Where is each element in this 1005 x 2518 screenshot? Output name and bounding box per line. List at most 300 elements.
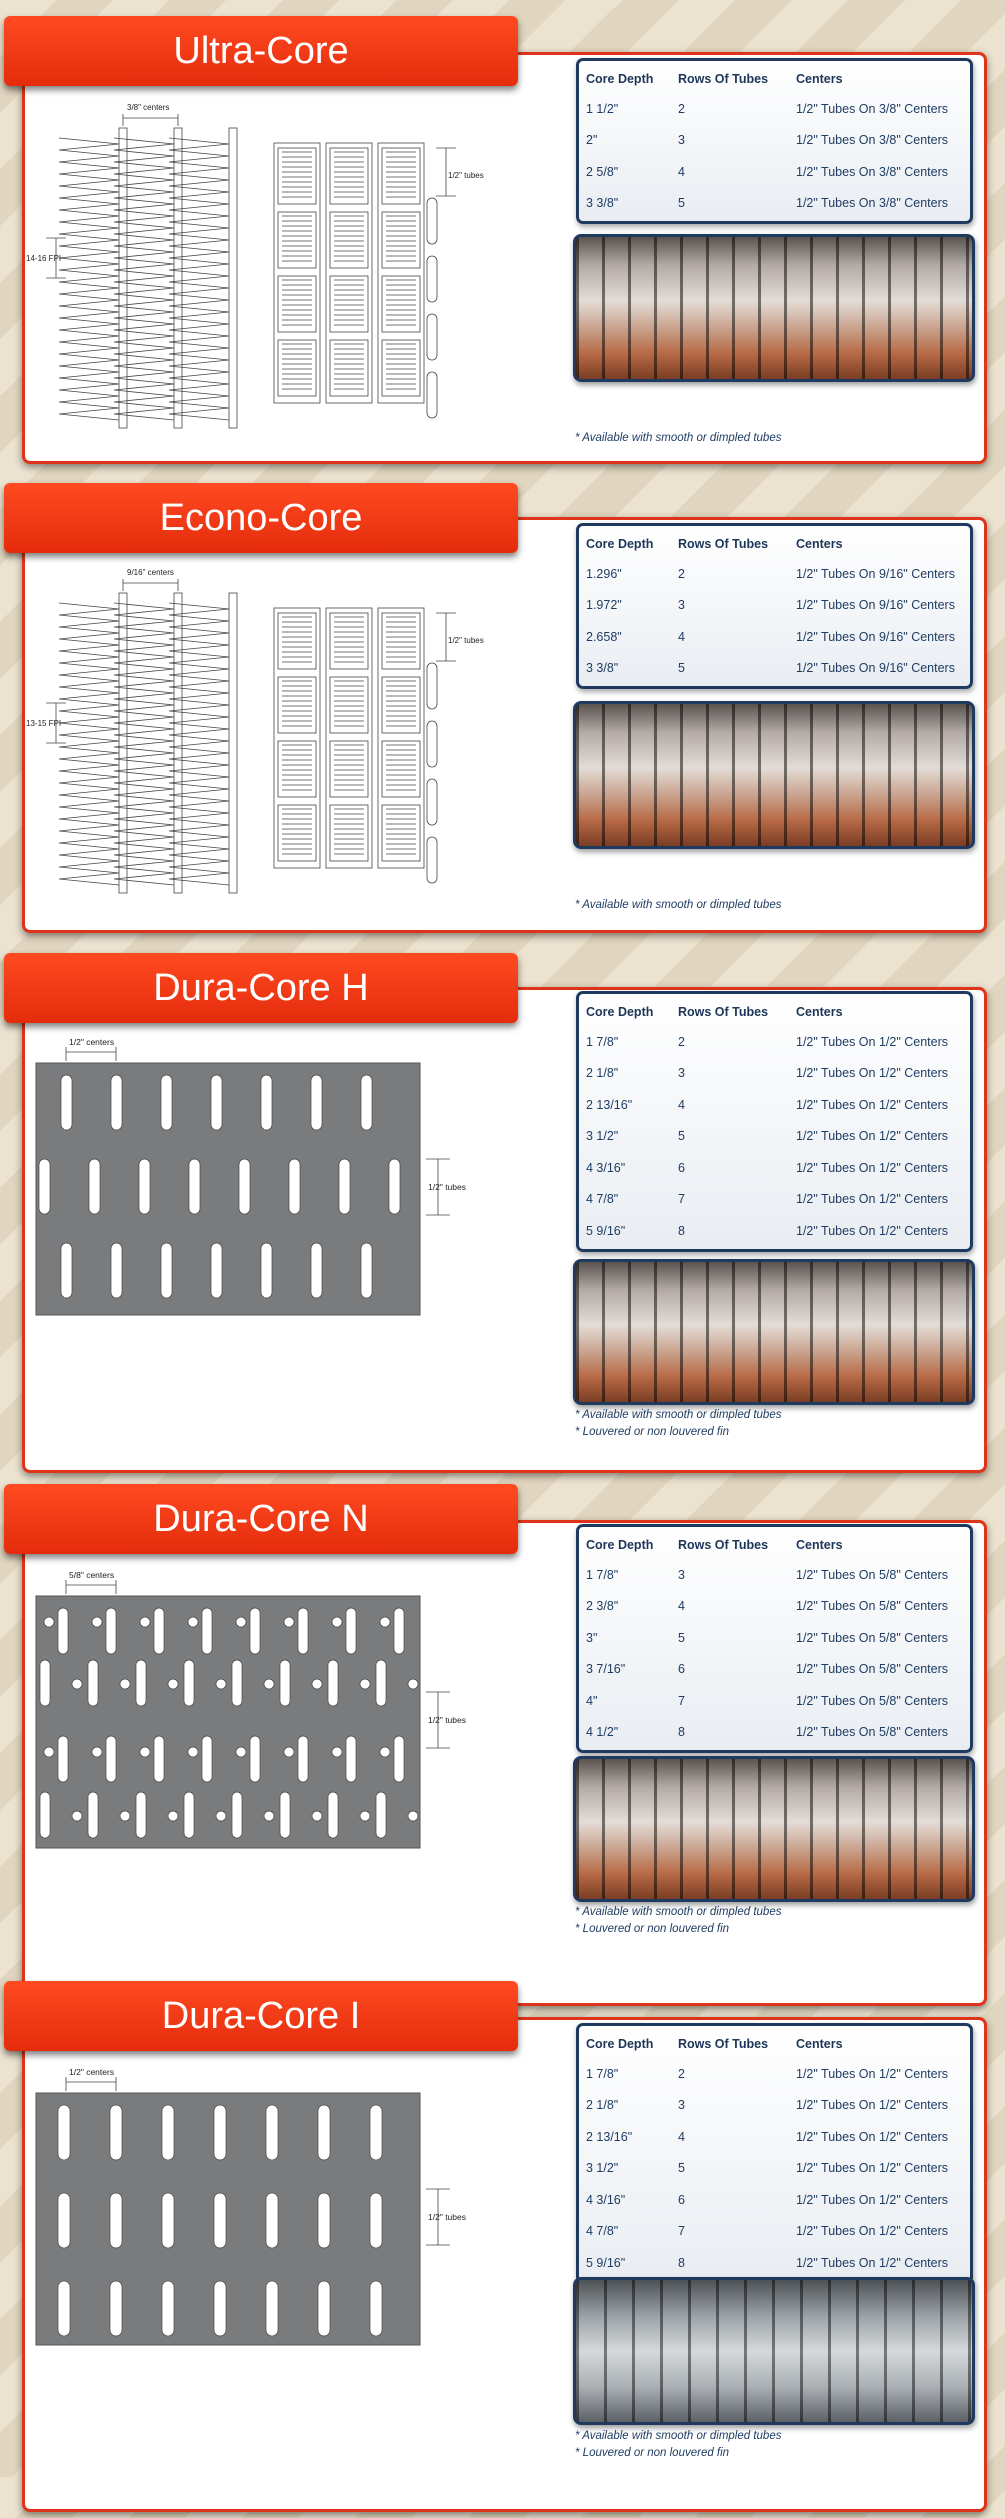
section-title-banner: Ultra-Core xyxy=(4,16,518,86)
availability-note: * Available with smooth or dimpled tubes xyxy=(575,432,782,444)
tube-slot xyxy=(214,2281,226,2336)
tube-slot xyxy=(162,2193,174,2248)
coil-photo xyxy=(573,701,975,849)
tube-slot xyxy=(361,1243,372,1298)
dimple xyxy=(216,1811,226,1821)
table-row xyxy=(585,2247,964,2279)
spec-header-row xyxy=(585,1531,964,1559)
availability-note: * Available with smooth or dimpled tubes xyxy=(575,1409,782,1421)
table-row xyxy=(585,1559,964,1591)
cell-centers: 1/2" Tubes On 1/2" Centers xyxy=(796,2129,949,2144)
spec-table xyxy=(576,1524,973,1753)
table-row xyxy=(585,2121,964,2153)
tube-slot xyxy=(139,1159,150,1214)
header-rows-of-tubes: Rows Of Tubes xyxy=(678,1005,769,1019)
header-rows-of-tubes: Rows Of Tubes xyxy=(678,72,769,86)
header-centers: Centers xyxy=(796,72,843,86)
centers-label: 9/16" centers xyxy=(127,568,174,577)
dimple xyxy=(284,1617,294,1627)
core-diagram xyxy=(24,1033,474,1373)
cell-rows-of-tubes: 3 xyxy=(678,2098,685,2113)
cell-core-depth: 3 3/8" xyxy=(586,196,619,211)
tube-slot xyxy=(61,1075,72,1130)
fins-per-inch-label: 14-16 FPI xyxy=(26,254,62,263)
cell-core-depth: 3" xyxy=(586,1630,598,1645)
table-row xyxy=(585,558,964,590)
header-centers: Centers xyxy=(796,1005,843,1019)
section-dura-core-i xyxy=(0,1965,1005,2518)
tube-slot xyxy=(261,1243,272,1298)
cell-core-depth: 1.296" xyxy=(586,566,622,581)
dimple xyxy=(236,1747,246,1757)
core-diagram-svg xyxy=(24,98,484,438)
tube-slot xyxy=(298,1736,308,1782)
tube-slot xyxy=(40,1660,50,1706)
tube-slot xyxy=(106,1608,116,1654)
cell-rows-of-tubes: 3 xyxy=(678,1066,685,1081)
cell-centers: 1/2" Tubes On 3/8" Centers xyxy=(796,196,949,211)
tube-slot xyxy=(266,2281,278,2336)
tube-slot xyxy=(266,2105,278,2160)
tube-slot xyxy=(346,1608,356,1654)
tube-slot xyxy=(250,1608,260,1654)
table-row xyxy=(585,125,964,157)
tube-bar xyxy=(229,593,237,893)
dimple xyxy=(72,1811,82,1821)
cell-rows-of-tubes: 3 xyxy=(678,598,685,613)
tube-slot xyxy=(328,1660,338,1706)
tube-slot xyxy=(298,1608,308,1654)
cell-rows-of-tubes: 2 xyxy=(678,2066,685,2081)
dimple xyxy=(264,1679,274,1689)
tube-slot xyxy=(339,1159,350,1214)
spec-table xyxy=(576,58,973,224)
tube-slot xyxy=(162,2281,174,2336)
dimple xyxy=(188,1617,198,1627)
section-title-banner: Dura-Core N xyxy=(4,1484,518,1554)
tube-slot xyxy=(161,1075,172,1130)
core-diagram-svg xyxy=(24,2063,474,2403)
header-core-depth: Core Depth xyxy=(586,537,654,551)
spec-header-row xyxy=(585,530,964,558)
cell-core-depth: 2 13/16" xyxy=(586,1097,633,1112)
cell-centers: 1/2" Tubes On 9/16" Centers xyxy=(796,661,955,676)
spec-table-grid xyxy=(585,998,964,1247)
cell-centers: 1/2" Tubes On 9/16" Centers xyxy=(796,629,955,644)
centers-label: 5/8" centers xyxy=(69,1570,115,1580)
tube-slot xyxy=(111,1243,122,1298)
core-diagram xyxy=(24,98,484,438)
cell-rows-of-tubes: 6 xyxy=(678,2192,685,2207)
section-title-banner: Dura-Core H xyxy=(4,953,518,1023)
fin-pack-drawing xyxy=(274,143,456,418)
cell-centers: 1/2" Tubes On 1/2" Centers xyxy=(796,1066,949,1081)
cell-rows-of-tubes: 4 xyxy=(678,1097,685,1112)
table-row xyxy=(585,1654,964,1686)
dimple xyxy=(44,1747,54,1757)
dimple xyxy=(72,1679,82,1689)
tube-slot xyxy=(318,2193,330,2248)
cell-core-depth: 1 7/8" xyxy=(586,2066,619,2081)
cell-core-depth: 5 9/16" xyxy=(586,1223,626,1238)
fin-pack-drawing xyxy=(274,608,456,883)
spec-table xyxy=(576,2023,973,2284)
tube-slot xyxy=(280,1660,290,1706)
cell-centers: 1/2" Tubes On 5/8" Centers xyxy=(796,1693,949,1708)
dimple xyxy=(216,1679,226,1689)
core-diagram-svg xyxy=(24,1033,474,1373)
tube-slot xyxy=(189,1159,200,1214)
cell-rows-of-tubes: 7 xyxy=(678,1693,685,1708)
spec-table-grid xyxy=(585,2030,964,2279)
tube-slot xyxy=(239,1159,250,1214)
cell-core-depth: 4 1/2" xyxy=(586,1725,619,1740)
cell-rows-of-tubes: 8 xyxy=(678,1725,685,1740)
tubes-label: 1/2" tubes xyxy=(448,636,484,645)
cell-centers: 1/2" Tubes On 3/8" Centers xyxy=(796,133,949,148)
cell-rows-of-tubes: 7 xyxy=(678,2224,685,2239)
availability-note: * Available with smooth or dimpled tubes xyxy=(575,2430,782,2442)
cell-core-depth: 2" xyxy=(586,133,598,148)
dimple xyxy=(44,1617,54,1627)
tube-slot xyxy=(289,1159,300,1214)
core-diagram xyxy=(24,563,484,903)
cell-core-depth: 4 7/8" xyxy=(586,2224,619,2239)
tube-slot xyxy=(370,2281,382,2336)
fin-zigzag xyxy=(59,603,119,885)
tube-slot xyxy=(40,1792,50,1838)
centers-label: 3/8" centers xyxy=(127,103,170,112)
cell-centers: 1/2" Tubes On 5/8" Centers xyxy=(796,1599,949,1614)
cell-rows-of-tubes: 8 xyxy=(678,1223,685,1238)
cell-rows-of-tubes: 4 xyxy=(678,1599,685,1614)
dimple xyxy=(312,1679,322,1689)
core-diagram-svg xyxy=(24,563,484,903)
cell-rows-of-tubes: 3 xyxy=(678,133,685,148)
cell-centers: 1/2" Tubes On 3/8" Centers xyxy=(796,101,949,116)
cell-core-depth: 2 3/8" xyxy=(586,1599,619,1614)
tube-slot xyxy=(58,1608,68,1654)
dimple xyxy=(408,1811,418,1821)
dimple xyxy=(380,1747,390,1757)
spec-header-row xyxy=(585,65,964,93)
core-diagram-svg xyxy=(24,1566,474,1906)
tube-slot xyxy=(214,2105,226,2160)
cell-rows-of-tubes: 5 xyxy=(678,2161,685,2176)
tube-slot xyxy=(136,1792,146,1838)
cell-core-depth: 1.972" xyxy=(586,598,622,613)
core-diagram xyxy=(24,2063,474,2403)
dimple xyxy=(360,1811,370,1821)
coil-photo xyxy=(573,2277,975,2425)
cell-rows-of-tubes: 2 xyxy=(678,566,685,581)
cell-centers: 1/2" Tubes On 1/2" Centers xyxy=(796,1223,949,1238)
section-econo-core xyxy=(0,467,1005,939)
cell-rows-of-tubes: 3 xyxy=(678,1567,685,1582)
cell-core-depth: 1 7/8" xyxy=(586,1034,619,1049)
cell-centers: 1/2" Tubes On 1/2" Centers xyxy=(796,2098,949,2113)
header-rows-of-tubes: Rows Of Tubes xyxy=(678,1538,769,1552)
tube-slot xyxy=(311,1243,322,1298)
cell-centers: 1/2" Tubes On 9/16" Centers xyxy=(796,598,955,613)
table-row xyxy=(585,156,964,188)
availability-note: * Available with smooth or dimpled tubes xyxy=(575,1906,782,1918)
section-title-banner: Dura-Core I xyxy=(4,1981,518,2051)
table-row xyxy=(585,621,964,653)
tube-slot xyxy=(211,1243,222,1298)
availability-note: * Louvered or non louvered fin xyxy=(575,1426,730,1438)
tube-slot xyxy=(370,2193,382,2248)
table-row xyxy=(585,1591,964,1623)
cell-core-depth: 2 1/8" xyxy=(586,1066,619,1081)
cell-centers: 1/2" Tubes On 1/2" Centers xyxy=(796,2224,949,2239)
cell-centers: 1/2" Tubes On 9/16" Centers xyxy=(796,566,955,581)
dimple xyxy=(168,1811,178,1821)
cell-core-depth: 1 7/8" xyxy=(586,1567,619,1582)
availability-note: * Available with smooth or dimpled tubes xyxy=(575,899,782,911)
table-row xyxy=(585,2184,964,2216)
cell-rows-of-tubes: 5 xyxy=(678,1630,685,1645)
cell-core-depth: 2 1/8" xyxy=(586,2098,619,2113)
dimple xyxy=(92,1747,102,1757)
fin-drawing xyxy=(46,114,237,428)
dimple xyxy=(264,1811,274,1821)
tube-slot xyxy=(370,2105,382,2160)
dimple xyxy=(168,1679,178,1689)
tube-slot xyxy=(184,1660,194,1706)
header-core-depth: Core Depth xyxy=(586,1005,654,1019)
tube-slot xyxy=(202,1608,212,1654)
tube-slot xyxy=(58,1736,68,1782)
cell-centers: 1/2" Tubes On 1/2" Centers xyxy=(796,2161,949,2176)
tube-slot xyxy=(389,1159,400,1214)
cell-core-depth: 1 1/2" xyxy=(586,101,619,116)
tube-slot xyxy=(88,1660,98,1706)
tube-slot xyxy=(376,1660,386,1706)
tube-slot xyxy=(154,1608,164,1654)
cell-centers: 1/2" Tubes On 1/2" Centers xyxy=(796,2192,949,2207)
spec-header-row xyxy=(585,2030,964,2058)
dimple xyxy=(140,1617,150,1627)
tubes-label: 1/2" tubes xyxy=(428,1182,466,1192)
tube-slot xyxy=(136,1660,146,1706)
cell-centers: 1/2" Tubes On 1/2" Centers xyxy=(796,2066,949,2081)
spec-table xyxy=(576,991,973,1252)
cell-core-depth: 4 3/16" xyxy=(586,1160,626,1175)
section-ultra-core xyxy=(0,0,1005,470)
cell-rows-of-tubes: 7 xyxy=(678,1192,685,1207)
section-dura-core-n xyxy=(0,1468,1005,2012)
header-centers: Centers xyxy=(796,537,843,551)
tube-bar xyxy=(229,128,237,428)
tube-slot xyxy=(88,1792,98,1838)
cell-rows-of-tubes: 8 xyxy=(678,2255,685,2270)
cell-centers: 1/2" Tubes On 5/8" Centers xyxy=(796,1567,949,1582)
cell-centers: 1/2" Tubes On 3/8" Centers xyxy=(796,164,949,179)
dimple xyxy=(236,1617,246,1627)
spec-table xyxy=(576,523,973,689)
tube-slot xyxy=(58,2105,70,2160)
tube-slot xyxy=(261,1075,272,1130)
cell-rows-of-tubes: 6 xyxy=(678,1160,685,1175)
cell-centers: 1/2" Tubes On 5/8" Centers xyxy=(796,1725,949,1740)
cell-centers: 1/2" Tubes On 5/8" Centers xyxy=(796,1630,949,1645)
table-row xyxy=(585,1152,964,1184)
availability-note: * Louvered or non louvered fin xyxy=(575,1923,730,1935)
dimple xyxy=(92,1617,102,1627)
cell-core-depth: 4 3/16" xyxy=(586,2192,626,2207)
cell-core-depth: 3 1/2" xyxy=(586,1129,619,1144)
spec-table-grid xyxy=(585,1531,964,1748)
table-row xyxy=(585,2153,964,2185)
tube-slot xyxy=(154,1736,164,1782)
cell-core-depth: 4 7/8" xyxy=(586,1192,619,1207)
tube-slot xyxy=(61,1243,72,1298)
tube-slot xyxy=(211,1075,222,1130)
tube-slot xyxy=(110,2281,122,2336)
tube-slot xyxy=(376,1792,386,1838)
cell-centers: 1/2" Tubes On 1/2" Centers xyxy=(796,2255,949,2270)
cell-core-depth: 2 13/16" xyxy=(586,2129,633,2144)
cell-centers: 1/2" Tubes On 1/2" Centers xyxy=(796,1192,949,1207)
dimple xyxy=(332,1747,342,1757)
cell-rows-of-tubes: 6 xyxy=(678,1662,685,1677)
table-row xyxy=(585,93,964,125)
tube-slot xyxy=(318,2105,330,2160)
tube-slot xyxy=(89,1159,100,1214)
tube-slot xyxy=(58,2193,70,2248)
cell-core-depth: 5 9/16" xyxy=(586,2255,626,2270)
header-rows-of-tubes: Rows Of Tubes xyxy=(678,2037,769,2051)
tube-slot xyxy=(106,1736,116,1782)
dimple xyxy=(332,1617,342,1627)
tube-slot xyxy=(311,1075,322,1130)
dimple xyxy=(360,1679,370,1689)
coil-photo xyxy=(573,1259,975,1405)
availability-note: * Louvered or non louvered fin xyxy=(575,2447,730,2459)
cell-centers: 1/2" Tubes On 1/2" Centers xyxy=(796,1097,949,1112)
table-row xyxy=(585,1685,964,1717)
table-row xyxy=(585,1121,964,1153)
tube-slot xyxy=(39,1159,50,1214)
cell-core-depth: 2 5/8" xyxy=(586,164,619,179)
tube-slot xyxy=(266,2193,278,2248)
header-core-depth: Core Depth xyxy=(586,1538,654,1552)
section-title-banner: Econo-Core xyxy=(4,483,518,553)
table-row xyxy=(585,1622,964,1654)
table-row xyxy=(585,1215,964,1247)
table-row xyxy=(585,1717,964,1749)
tube-slot xyxy=(232,1792,242,1838)
dimple xyxy=(284,1747,294,1757)
tube-slot xyxy=(394,1608,404,1654)
tube-slot xyxy=(394,1736,404,1782)
header-centers: Centers xyxy=(796,2037,843,2051)
fin-zigzag xyxy=(59,138,119,420)
table-row xyxy=(585,2216,964,2248)
header-core-depth: Core Depth xyxy=(586,72,654,86)
section-dura-core-h xyxy=(0,937,1005,1479)
fins-per-inch-label: 13-15 FPI xyxy=(26,719,62,728)
table-row xyxy=(585,653,964,685)
table-row xyxy=(585,1058,964,1090)
cell-centers: 1/2" Tubes On 5/8" Centers xyxy=(796,1662,949,1677)
cell-core-depth: 3 3/8" xyxy=(586,661,619,676)
spec-header-row xyxy=(585,998,964,1026)
table-row xyxy=(585,2090,964,2122)
tube-slot xyxy=(184,1792,194,1838)
header-centers: Centers xyxy=(796,1538,843,1552)
cell-core-depth: 3 7/16" xyxy=(586,1662,626,1677)
cell-rows-of-tubes: 4 xyxy=(678,164,685,179)
tube-slot xyxy=(202,1736,212,1782)
cell-rows-of-tubes: 2 xyxy=(678,1034,685,1049)
tube-slot xyxy=(328,1792,338,1838)
table-row xyxy=(585,1089,964,1121)
cell-rows-of-tubes: 2 xyxy=(678,101,685,116)
coil-photo xyxy=(573,1756,975,1902)
cell-core-depth: 2.658" xyxy=(586,629,622,644)
dimple xyxy=(408,1679,418,1689)
tube-slot xyxy=(111,1075,122,1130)
dimple xyxy=(120,1679,130,1689)
table-row xyxy=(585,1026,964,1058)
tubes-label: 1/2" tubes xyxy=(448,171,484,180)
spec-table-grid xyxy=(585,530,964,684)
cell-rows-of-tubes: 4 xyxy=(678,2129,685,2144)
core-diagram xyxy=(24,1566,474,1906)
tube-slot xyxy=(250,1736,260,1782)
dimple xyxy=(120,1811,130,1821)
cell-centers: 1/2" Tubes On 1/2" Centers xyxy=(796,1160,949,1175)
tube-slot xyxy=(346,1736,356,1782)
tube-slot xyxy=(110,2105,122,2160)
spec-table-grid xyxy=(585,65,964,219)
table-row xyxy=(585,2058,964,2090)
header-rows-of-tubes: Rows Of Tubes xyxy=(678,537,769,551)
tube-slot xyxy=(280,1792,290,1838)
cell-core-depth: 3 1/2" xyxy=(586,2161,619,2176)
header-core-depth: Core Depth xyxy=(586,2037,654,2051)
tube-slot xyxy=(110,2193,122,2248)
table-row xyxy=(585,188,964,220)
cell-rows-of-tubes: 5 xyxy=(678,661,685,676)
cell-rows-of-tubes: 5 xyxy=(678,1129,685,1144)
centers-label: 1/2" centers xyxy=(69,1037,115,1047)
tube-slot xyxy=(361,1075,372,1130)
tube-slot xyxy=(214,2193,226,2248)
tube-slot xyxy=(162,2105,174,2160)
table-row xyxy=(585,590,964,622)
tube-slot xyxy=(161,1243,172,1298)
tube-slot xyxy=(318,2281,330,2336)
tube-slot xyxy=(232,1660,242,1706)
fin-drawing xyxy=(46,579,237,893)
fin-plate xyxy=(36,2093,420,2345)
cell-core-depth: 4" xyxy=(586,1693,598,1708)
cell-centers: 1/2" Tubes On 1/2" Centers xyxy=(796,1129,949,1144)
tubes-label: 1/2" tubes xyxy=(428,1715,466,1725)
centers-label: 1/2" centers xyxy=(69,2067,115,2077)
coil-photo xyxy=(573,234,975,382)
cell-rows-of-tubes: 4 xyxy=(678,629,685,644)
cell-rows-of-tubes: 5 xyxy=(678,196,685,211)
dimple xyxy=(312,1811,322,1821)
cell-centers: 1/2" Tubes On 1/2" Centers xyxy=(796,1034,949,1049)
tubes-label: 1/2" tubes xyxy=(428,2212,466,2222)
dimple xyxy=(380,1617,390,1627)
dimple xyxy=(140,1747,150,1757)
